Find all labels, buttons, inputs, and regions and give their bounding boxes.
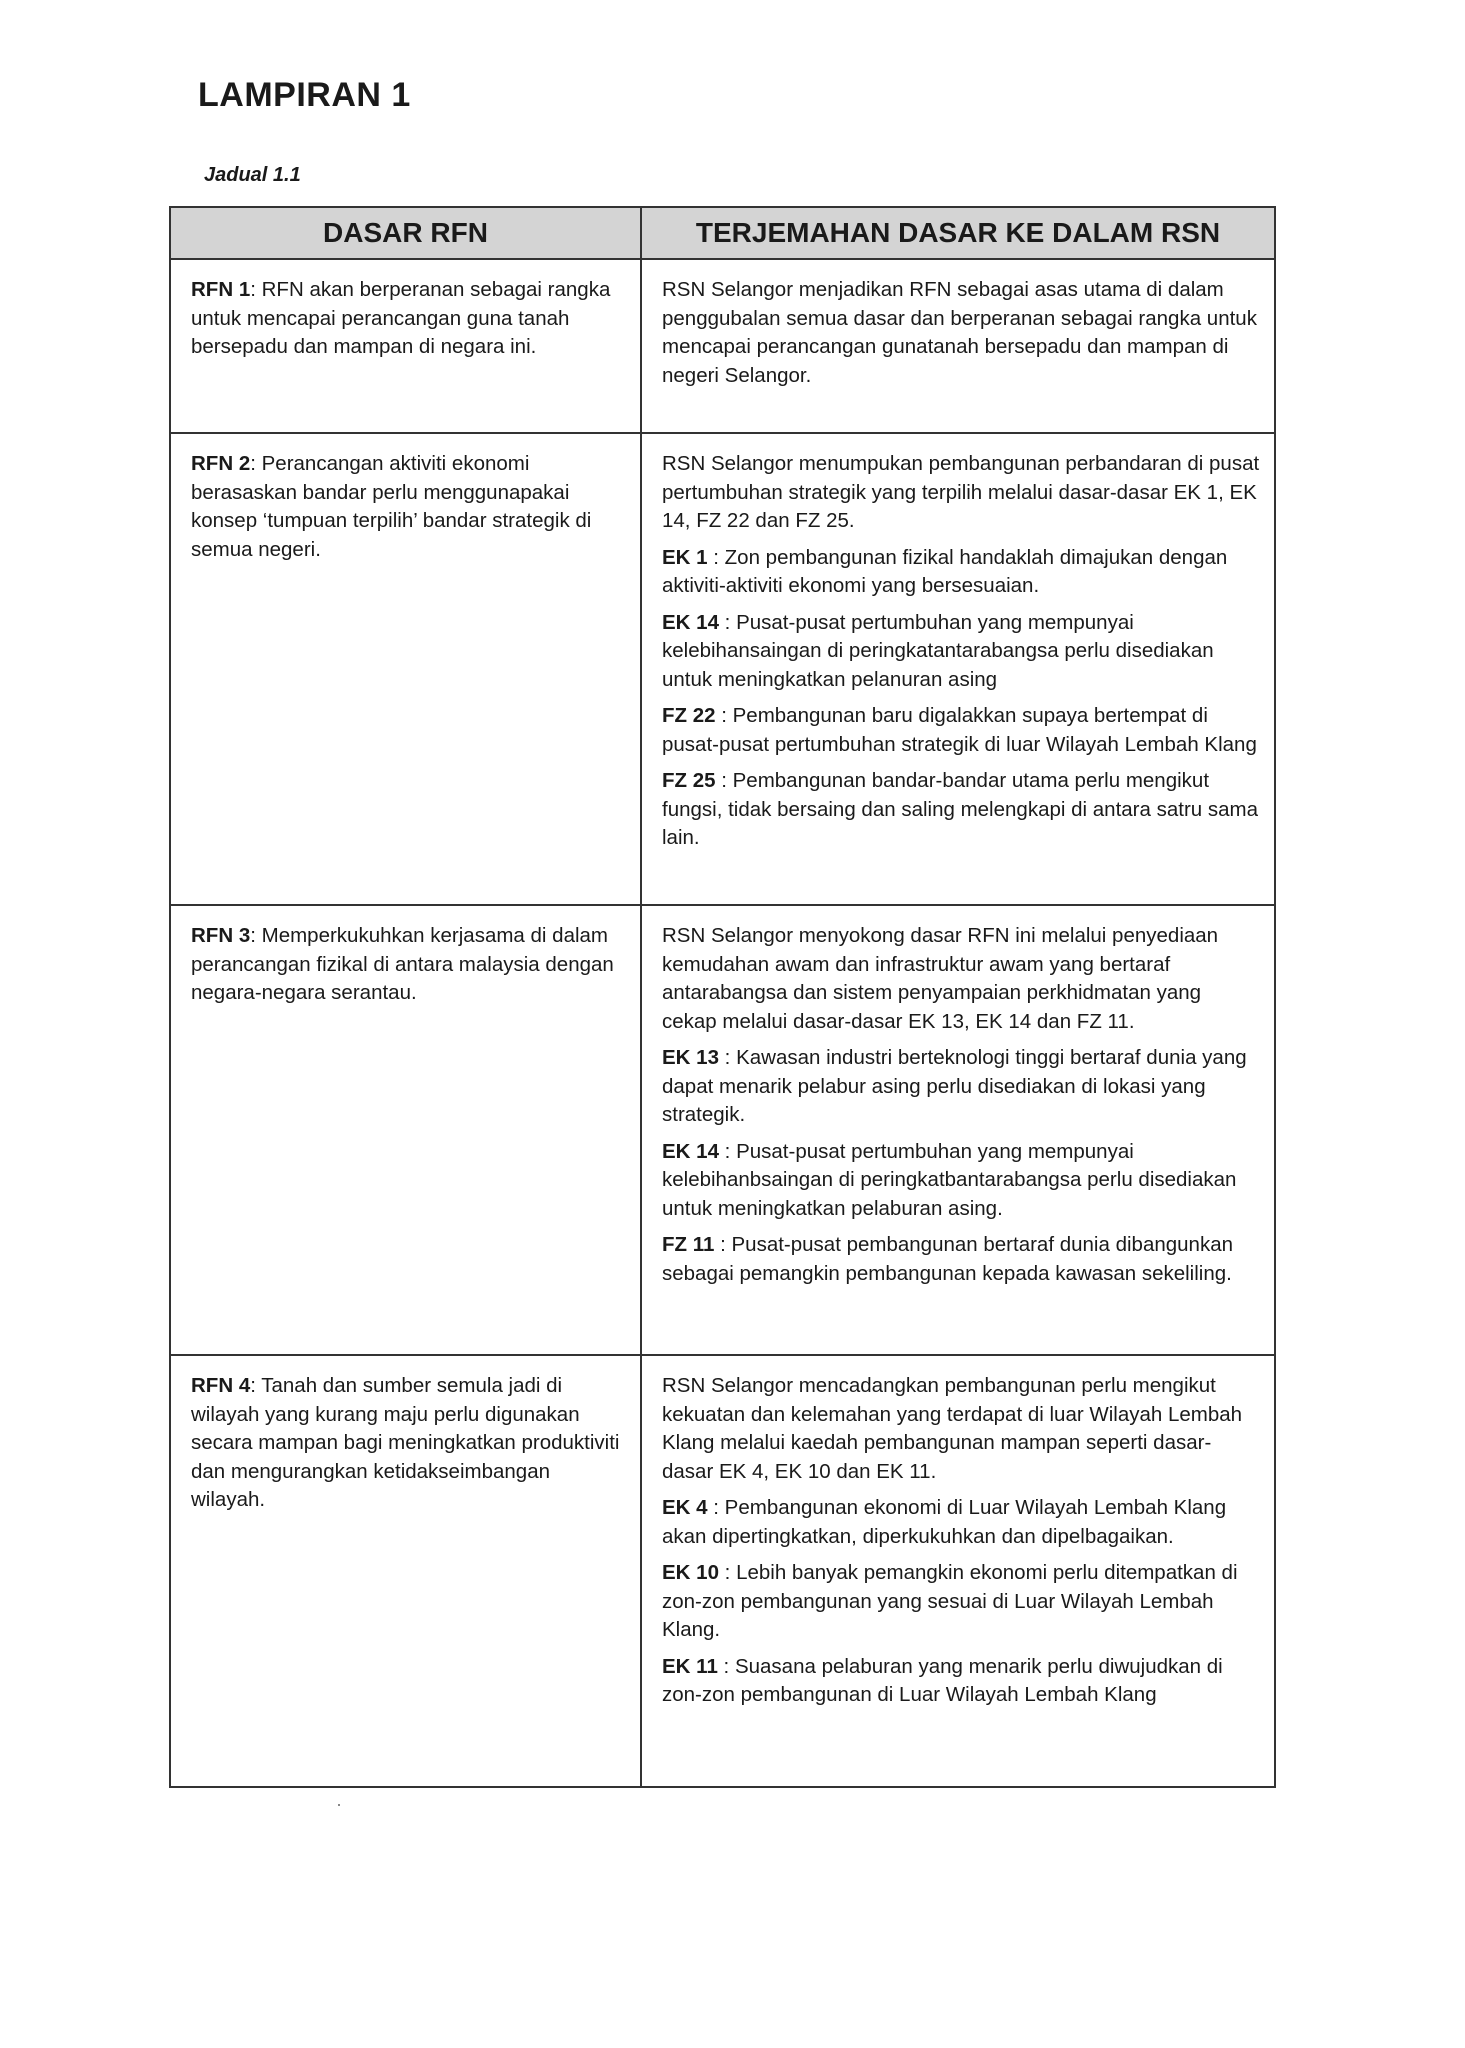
rsn-cell [641,259,1275,433]
table-caption: Jadual 1.1 [204,164,301,186]
policy-item [662,609,1260,695]
table-row [170,433,1275,905]
rfn-code: RFN 1 [191,278,251,301]
rsn-intro: RSN Selangor menjadikan RFN sebagai asas utama di dalam penggubalan semua dasar dan berperanan sebagai rangka untuk mencapai perancangan gunatanah bersepadu dan mampan di negeri Selangor. [662,278,1257,387]
policy-code: EK 1 [662,545,708,569]
table-row [170,905,1275,1355]
scan-speck [338,1804,340,1806]
policy-text: : Pembangunan baru digalakkan supaya bertempat di pusat-pusat pertumbuhan strategik di luar Wilayah Lembah Klang [662,704,1257,756]
policy-code: FZ 22 [662,704,716,727]
policy-code: FZ 25 [662,769,716,792]
table-header-row [170,207,1275,259]
policy-text: : Kawasan industri berteknologi tinggi bertaraf dunia yang dapat menarik pelabur asing perlu disediakan di lokasi yang strategik. [662,1046,1247,1126]
rsn-cell [641,1355,1275,1787]
table-row [170,1355,1275,1787]
policy-text: : Pembangunan bandar-bandar utama perlu mengikut fungsi, tidak bersaing dan saling melengkapi di antara satru sama lain. [662,769,1258,849]
policy-text: : Pusat-pusat pembangunan bertaraf dunia dibangunkan sebagai pemangkin pembangunan kepada kawasan sekeliling. [662,1233,1233,1285]
policy-item [662,1231,1260,1288]
rfn-text: : Perancangan aktiviti ekonomi berasaskan bandar perlu menggunapakai konsep ‘tumpuan terpilih’ bandar strategik di semua negeri. [191,452,592,561]
header-dasar-rfn: DASAR RFN [170,207,641,259]
rfn-text: : Tanah dan sumber semula jadi di wilayah yang kurang maju perlu digunakan secara mampan bagi meningkatkan produktiviti dan mengurangkan ketidakseimbangan wilayah. [191,1374,620,1511]
rfn-code: RFN 4 [191,1374,251,1397]
policy-item [662,1653,1260,1710]
rfn-cell [170,1355,641,1787]
policy-text: : Pusat-pusat pertumbuhan yang mempunyai kelebihanbsaingan di peringkatbantarabangsa perlu disediakan untuk meningkatkan pelaburan asing. [662,1139,1237,1220]
policy-text: : Pusat-pusat pertumbuhan yang mempunyai kelebihansaingan di peringkatantarabangsa perlu disediakan untuk meningkatkan pelanuran asing [662,610,1214,691]
page-heading: LAMPIRAN 1 [198,76,411,114]
policy-code: EK 11 [662,1654,718,1678]
rfn-text: : Memperkukuhkan kerjasama di dalam perancangan fizikal di antara malaysia dengan negara-negara serantau. [191,924,614,1004]
policy-text: : Suasana pelaburan yang menarik perlu diwujudkan di zon-zon pembangunan di Luar Wilayah Lembah Klang [662,1654,1223,1706]
rfn-cell [170,905,641,1355]
rfn-text: : RFN akan berperanan sebagai rangka untuk mencapai perancangan guna tanah bersepadu dan mampan di negara ini. [191,278,611,358]
rsn-cell [641,433,1275,905]
policy-code: EK 10 [662,1561,719,1584]
rfn-cell [170,433,641,905]
header-terjemahan-rsn: TERJEMAHAN DASAR KE DALAM RSN [641,207,1275,259]
policy-table [169,206,1276,1788]
policy-code: EK 13 [662,1046,719,1069]
rfn-cell [170,259,641,433]
policy-text: : Zon pembangunan fizikal handaklah dimajukan dengan aktiviti-aktiviti ekonomi yang bersesuaian. [662,545,1228,597]
rfn-code: RFN 3 [191,924,251,947]
policy-item [662,1138,1260,1224]
table-row [170,259,1275,433]
rfn-code: RFN 2 [191,452,251,475]
policy-item [662,767,1260,853]
rsn-intro: RSN Selangor menumpukan pembangunan perbandaran di pusat pertumbuhan strategik yang terpilih melalui dasar-dasar EK 1, EK 14, FZ 22 dan FZ 25. [662,452,1260,532]
rsn-cell [641,905,1275,1355]
policy-item [662,702,1260,759]
policy-item [662,1559,1260,1645]
policy-item [662,544,1260,601]
policy-code: FZ 11 [662,1233,715,1256]
policy-item [662,1494,1260,1551]
policy-code: EK 14 [662,1139,719,1163]
rsn-intro: RSN Selangor menyokong dasar RFN ini melalui penyediaan kemudahan awam dan infrastruktur awam yang bertaraf antarabangsa dan sistem penyampaian perkhidmatan yang cekap melalui dasar-dasar EK 13, EK 14 dan FZ 11. [662,924,1219,1033]
policy-text: : Pembangunan ekonomi di Luar Wilayah Lembah Klang akan dipertingkatkan, diperkukuhkan dan dipelbagaikan. [662,1496,1227,1548]
policy-code: EK 14 [662,610,719,634]
rsn-intro: RSN Selangor mencadangkan pembangunan perlu mengikut kekuatan dan kelemahan yang terdapat di luar Wilayah Lembah Klang melalui kaedah pembangunan mampan seperti dasar-dasar EK 4, EK 10 dan EK 11. [662,1374,1243,1483]
policy-text: : Lebih banyak pemangkin ekonomi perlu ditempatkan di zon-zon pembangunan yang sesuai di Luar Wilayah Lembah Klang. [662,1561,1238,1641]
policy-item [662,1044,1260,1130]
policy-code: EK 4 [662,1496,708,1519]
